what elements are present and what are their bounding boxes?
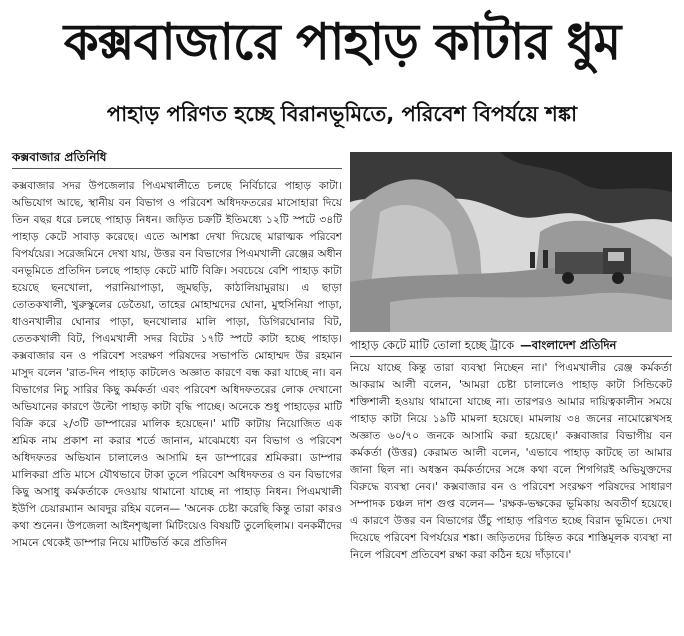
article-column-left <box>12 178 342 634</box>
subheadline: পাহাড় পরিণত হচ্ছে বিরানভূমিতে, পরিবেশ বিপর্যয়ে শঙ্কা <box>106 102 578 126</box>
byline: কক্সবাজার প্রতিনিধি <box>12 150 107 164</box>
article-paragraph: কক্সবাজার সদর উপজেলার পিএমখালীতে চলছে নির্বিচারে পাহাড় কাটা। অভিযোগ আছে, স্থানীয় বন বিভাগ ও পরিবেশ অধিদফতরের মাসোহারা দিয়ে তিন বছর ধরে চলছে পাহাড় নিধন। জড়িত চক্রটি ইতিমধ্যে ১২টি স্পটে ৩৪টি পাহাড় কেটে সাবাড় করেছে। এতে আশঙ্কা দেখা দিয়েছে মারাত্মক পরিবেশ বিপর্যয়ের। সরেজমিনে দেখা যায়, উত্তর বন বিভাগের পিএমখালী রেঞ্জের অধীন বনভূমিতে প্রতিদিন চলছে পাহাড় কেটে মাটি বিক্রি। সবচেয়ে বেশি পাহাড় কাটা হয়েছে ছনখোলা, পরানিয়াপাড়া, জুমছড়ি, কাঠালিয়ামুরায়। এ ছাড়া তোতকখালী, খুরুস্কুলের ডেতৈয়া, তাহের মোহাম্মদের ঘোনা, মুহুসিনিয়া পাড়া, ধাওনখালীর ঘোনার পাড়া, ছনখোলার মালি পাড়া, ডিগিরঘোনার বিট, তেতকখালী বিট, পিএমখালী সদর বিটের ১৭টি স্পটে কাটা হচ্ছে পাহাড়। কক্সবাজার বন ও পরিবেশ সংরক্ষণ পরিষদের সভাপতি মোহাম্মদ উর রহমান মাসুদ বলেন 'রাত-দিন পাহাড় কাটলেও অজ্ঞাত কারণে বন্ধ করা যাচ্ছে না। বন বিভাগের নিচু সারির কিছু কর্মকর্তা এবং পরিবেশ অধিদফতরের লোক দেখানো অভিযানের কারণে উল্টো পাহাড় কাটা বৃদ্ধি পাচ্ছে। অনেকে শুধু পাহাড়ের মাটি বিক্রি করে ২/৩টি ডাম্পারের মালিক হয়েছেন।' মাটি কাটায় নিয়োজিত এক শ্রমিক নাম প্রকাশ না করার শর্তে জানান, মাঝেমধ্যে বন বিভাগ ও পরিবেশ অধিদফতর অভিযান চালালেও আসামি হন ডাম্পারের শ্রমিকরা। ডাম্পার মালিকরা প্রতি মাসে যৌথভাবে টাকা তুলে পরিবেশ অধিদফতর ও বন বিভাগের কিছু অসাধু কর্মকর্তাকে দেওয়ায় থামানো যাচ্ছে না পাহাড় নিধন। পিএমখালী ইউপি চেয়ারম্যান আবদুর রহিম বলেন— 'অনেক চেষ্টা করেছি কিন্তু তারা কারও কথা শুনেন। উপজেলা আইনশৃঙ্খলা মিটিংয়েও বিষয়টি তুলেছিলাম। বনকর্মীদের সামনে থেকেই ডাম্পার নিয়ে মাটিভর্তি করে প্রতিদিন <box>12 180 342 549</box>
photo-caption-text: পাহাড় কেটে মাটি তোলা হচ্ছে ট্রাকে <box>350 338 515 352</box>
article-column-right <box>350 360 672 634</box>
photo-caption <box>350 334 672 357</box>
hill-cutting-photo-illustration <box>350 152 672 332</box>
byline-divider <box>12 168 342 169</box>
news-photo <box>350 152 672 332</box>
photo-credit: —বাংলাদেশ প্রতিদিন <box>520 338 617 352</box>
article-paragraph: নিয়ে যাচ্ছে কিন্তু তারা ব্যবস্থা নিচ্ছেন না।' পিএমখালীর রেঞ্জ কর্মকর্তা আকরাম আলী বলেন, 'আমরা চেষ্টা চালালেও পাহাড় কাটা সিন্ডিকেট শক্তিশালী হওয়ায় থামানো যাচ্ছে না। তারপরও আমার দায়িত্বকালীন সময়ে পাহাড় কাটা নিয়ে ১৯টি মামলা হয়েছে। মামলায় ৩৪ জনের নামোল্লেখসহ অজ্ঞাত ৬০/৭০ জনকে আসামি করা হয়েছে।' কক্সবাজার বিভাগীয় বন কর্মকর্তা (উত্তর) কেরামত আলী বলেন, 'এভাবে পাহাড় কাটছে তা আমার জানা ছিল না। অধস্তন কর্মকর্তাদের সঙ্গে কথা বলে শিগগিরই অভিযুক্তদের বিরুদ্ধে ব্যবস্থা নেব।' কক্সবাজার বন ও পরিবেশ সংরক্ষণ পরিষদের সাধারণ সম্পাদক চঞ্চল দাশ গুপ্ত বলেন— 'রক্ষক-ভক্ষকের ভূমিকায় অবতীর্ণ হয়েছে। এ কারণে উত্তর বন বিভাগের উঁচু পাহাড় পরিণত হচ্ছে বিরান ভূমিতে। দেখা দিয়েছে পরিবেশ বিপর্যয়ের শঙ্কা। জড়িতদের চিহ্নিত করে শাস্তিমূলক ব্যবস্থা না নিলে পরিবেশ প্রতিবেশ রক্ষা করা কঠিন হয়ে দাঁড়াবে।' <box>350 362 672 561</box>
headline: কক্সবাজারে পাহাড় কাটার ধুম <box>63 13 621 71</box>
